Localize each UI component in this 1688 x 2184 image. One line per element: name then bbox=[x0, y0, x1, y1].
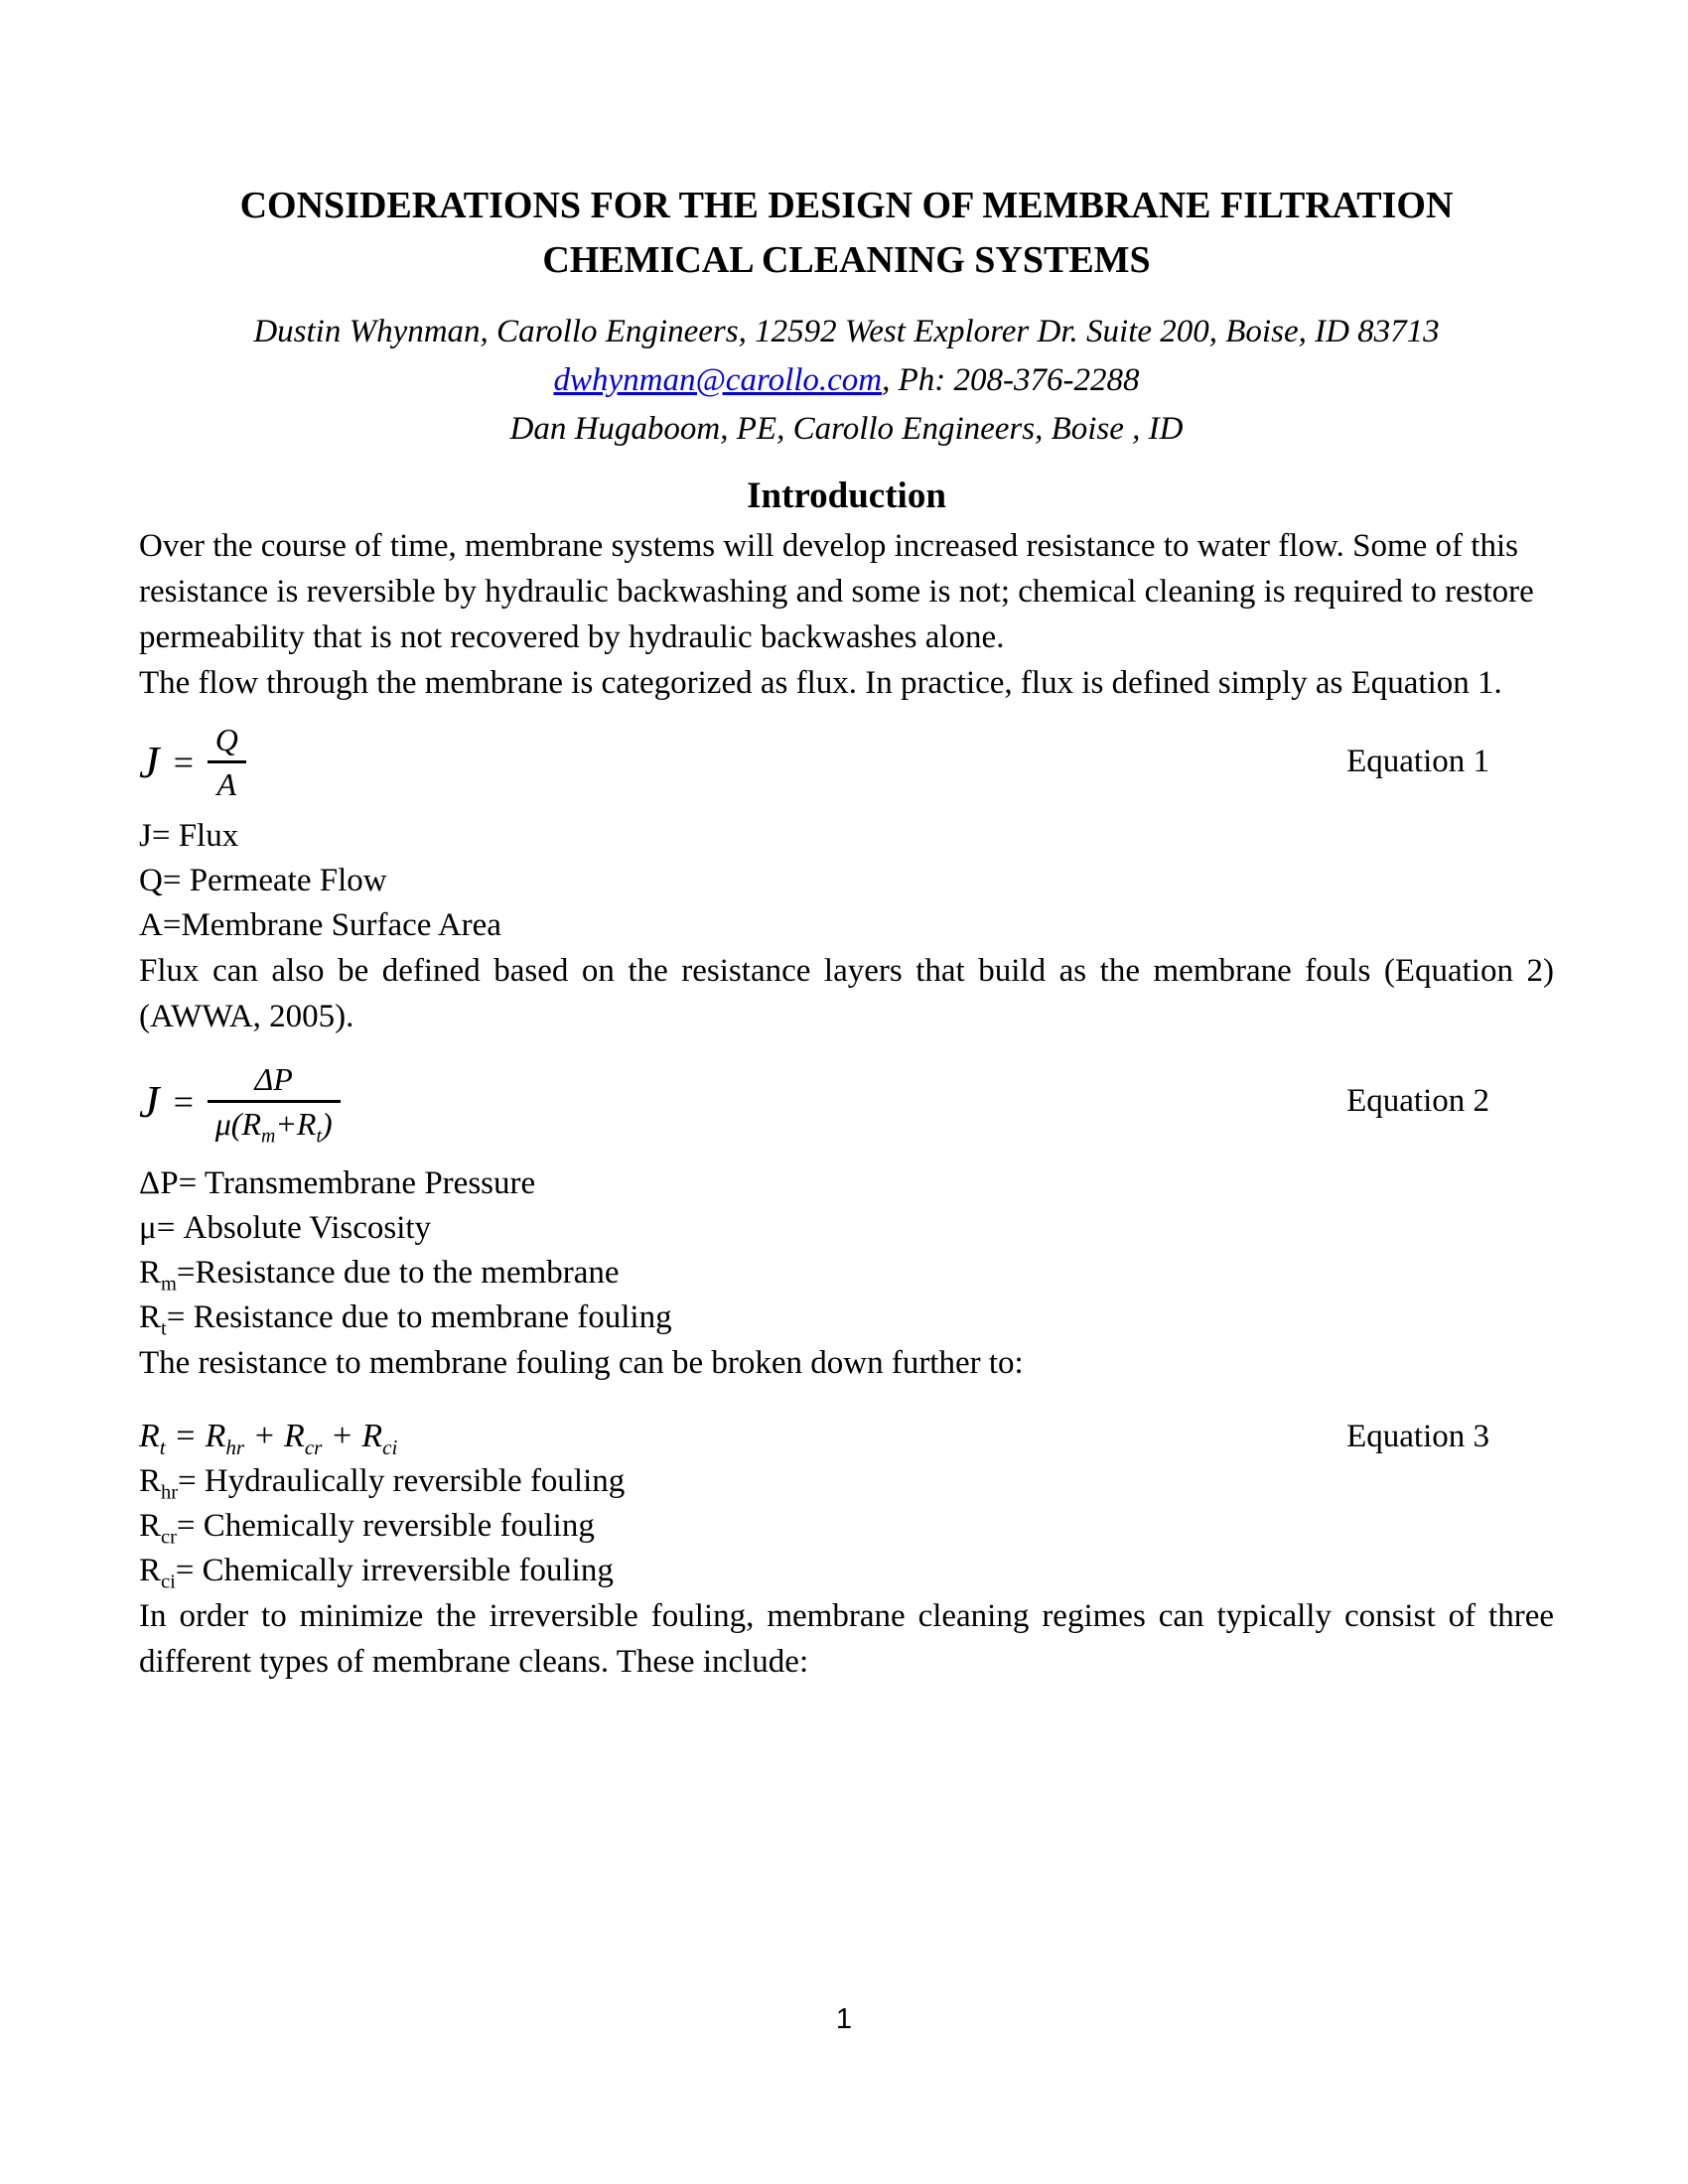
definition-line: $R_{hr}=$ Hydraulically reversible fouling bbox=[139, 1463, 626, 1504]
equation-1-denominator: A bbox=[208, 760, 246, 802]
equals-sign: = bbox=[171, 742, 196, 782]
paper-title-line2: CHEMICAL CLEANING SYSTEMS bbox=[542, 239, 1151, 281]
definition-line: Q= Permeate Flow bbox=[139, 863, 387, 898]
definition-line: μ= Absolute Viscosity bbox=[139, 1210, 432, 1246]
paragraph-resistance-breakdown: The resistance to membrane fouling can be broken down further to: bbox=[139, 1345, 1024, 1381]
definition-line: A=Membrane Surface Area bbox=[139, 907, 501, 943]
equation-1-numerator: Q bbox=[214, 722, 238, 757]
equation-2 bbox=[139, 1061, 341, 1148]
paragraph-cleaning-regimes: In order to minimize the irreversible fouling, membrane cleaning regimes can typically consist of three different types of membrane cleans. These include: bbox=[139, 1598, 1554, 1680]
equation-1-definitions bbox=[139, 814, 1554, 948]
equation-2-numerator: ΔP bbox=[254, 1061, 293, 1097]
page-number: 1 bbox=[835, 2003, 853, 2035]
equation-3-label: Equation 3 bbox=[1346, 1418, 1489, 1454]
definition-line: $R_m=Resistance$ due to the membrane bbox=[139, 1255, 620, 1296]
email-link[interactable]: dwhynman@carollo.com bbox=[553, 362, 883, 398]
equation-2-label: Equation 2 bbox=[1346, 1083, 1489, 1119]
author-byline bbox=[139, 308, 1554, 454]
paper-title bbox=[139, 179, 1554, 288]
definition-line: $R_t=$ Resistance due to membrane fouling bbox=[139, 1299, 672, 1340]
paper-title-line1: CONSIDERATIONS FOR THE DESIGN OF MEMBRANE FILTRATION bbox=[239, 185, 1454, 226]
paragraph-flux-resistance: Flux can also be defined based on the resistance layers that build as the membrane fouls (Equation 2) (AWWA, 2005). bbox=[139, 953, 1554, 1034]
equation-2-fraction bbox=[208, 1061, 341, 1148]
paragraph-intro-1: Over the course of time, membrane systems will develop increased resistance to water flow. Some of this resistance is reversible by hydraulic backwashing and some is not; chemical cleaning is required to restore permeability that is not recovered by hydraulic backwashes alone. bbox=[139, 528, 1534, 655]
equation-1-lhs: J bbox=[139, 736, 160, 787]
equation-2-lhs: J bbox=[139, 1075, 160, 1127]
equation-1-fraction bbox=[208, 722, 246, 802]
contact-line bbox=[139, 356, 1554, 405]
equals-sign: = bbox=[171, 1081, 196, 1122]
definition-line: J= Flux bbox=[139, 818, 239, 854]
equation-3-row bbox=[139, 1414, 1554, 1459]
author-line: Dustin Whynman, Carollo Engineers, 12592 West Explorer Dr. Suite 200, Boise, ID 83713 bbox=[253, 314, 1440, 349]
definition-line: $R_{cr}=$ Chemically reversible fouling bbox=[139, 1508, 595, 1549]
paragraph-intro-2: The flow through the membrane is categorized as flux. In practice, flux is defined simply as Equation 1. bbox=[139, 665, 1502, 701]
equation-2-denominator: $\mu(R_m+R_t)$ bbox=[208, 1100, 341, 1142]
equation-1-label: Equation 1 bbox=[1346, 744, 1489, 779]
coauthor-line: Dan Hugaboom, PE, Carollo Engineers, Boise , ID bbox=[509, 411, 1184, 447]
section-heading-introduction: Introduction bbox=[747, 476, 946, 516]
equation-3-definitions bbox=[139, 1459, 1554, 1593]
equation-1 bbox=[139, 722, 246, 802]
equation-1-row bbox=[139, 722, 1554, 802]
definition-line: $R_{ci}=$ Chemically irreversible fouling bbox=[139, 1553, 614, 1593]
equation-3-expression: $R_t = R_{hr} + R_{cr} + R_{ci}$ bbox=[139, 1418, 398, 1459]
equation-2-row bbox=[139, 1061, 1554, 1148]
equation-3 bbox=[139, 1414, 397, 1459]
definition-line: ΔP= Transmembrane Pressure bbox=[139, 1165, 536, 1201]
equation-2-definitions bbox=[139, 1161, 1554, 1340]
phone-text: , Ph: 208-376-2288 bbox=[882, 362, 1140, 398]
